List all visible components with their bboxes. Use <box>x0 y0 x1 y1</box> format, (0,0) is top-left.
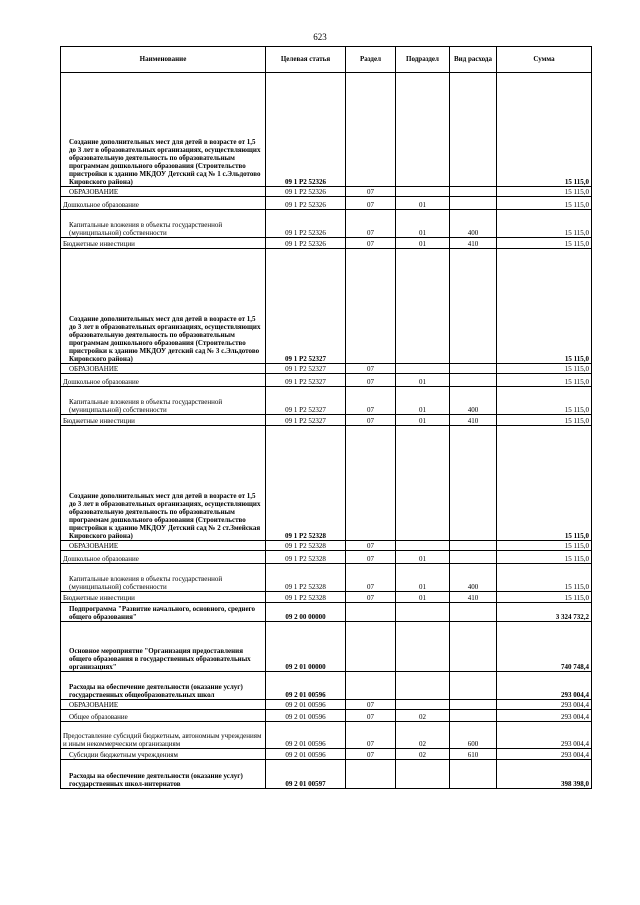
row-target-code-cell: 09 2 01 00596 <box>266 722 346 749</box>
row-expense-type-cell <box>450 374 497 387</box>
row-expense-type-cell: 400 <box>450 210 497 238</box>
row-sum-cell: 15 115,0 <box>497 374 592 387</box>
row-target-code-cell: 09 2 01 00596 <box>266 710 346 722</box>
header-sum: Сумма <box>497 47 592 73</box>
row-expense-type-cell: 410 <box>450 592 497 603</box>
row-sum-cell: 293 004,4 <box>497 672 592 700</box>
row-name-cell: Дошкольное образование <box>61 551 266 564</box>
row-sum-cell: 15 115,0 <box>497 415 592 426</box>
row-target-code-cell: 09 1 P2 52328 <box>266 541 346 551</box>
table-row <box>61 622 592 672</box>
header-expense-type: Вид расхода <box>450 47 497 73</box>
row-section-cell: 07 <box>346 187 396 197</box>
row-target-code-cell: 09 1 P2 52328 <box>266 426 346 541</box>
row-expense-type-cell <box>450 760 497 789</box>
row-target-code-cell: 09 2 01 00596 <box>266 749 346 760</box>
row-section-cell <box>346 760 396 789</box>
row-sum-cell: 293 004,4 <box>497 710 592 722</box>
row-name-cell: Капитальные вложения в объекты государственной (муниципальной) собственности <box>61 564 266 592</box>
row-name-cell: Основное мероприятие "Организация предоставления общего образования в государственных образовательных организациях" <box>61 622 266 672</box>
row-target-code-cell: 09 1 P2 52327 <box>266 249 346 364</box>
row-sum-cell: 15 115,0 <box>497 364 592 374</box>
row-sum-cell: 15 115,0 <box>497 197 592 210</box>
table-row <box>61 364 592 374</box>
row-subsection-cell <box>396 187 450 197</box>
table-row <box>61 187 592 197</box>
header-subsection: Подраздел <box>396 47 450 73</box>
row-section-cell <box>346 249 396 364</box>
row-expense-type-cell: 400 <box>450 564 497 592</box>
row-section-cell: 07 <box>346 592 396 603</box>
row-sum-cell: 15 115,0 <box>497 238 592 249</box>
row-subsection-cell: 01 <box>396 551 450 564</box>
row-section-cell: 07 <box>346 374 396 387</box>
row-name-cell: Создание дополнительных мест для детей в возрасте от 1,5 до 3 лет в образовательных организациях, осуществляющих образовательную деятельность по образовательным программам дошкольного образования (Строительство пристройки к зданию МКДОУ детский сад № 3 с.Эльдотово Кировского района) <box>61 249 266 364</box>
row-name-cell: Предоставление субсидий бюджетным, автономным учреждениям и иным некоммерческим организациям <box>61 722 266 749</box>
row-sum-cell: 15 115,0 <box>497 426 592 541</box>
row-sum-cell: 293 004,4 <box>497 749 592 760</box>
row-section-cell <box>346 672 396 700</box>
row-sum-cell: 15 115,0 <box>497 541 592 551</box>
row-sum-cell: 15 115,0 <box>497 551 592 564</box>
row-section-cell <box>346 603 396 622</box>
row-expense-type-cell <box>450 551 497 564</box>
row-section-cell <box>346 73 396 187</box>
row-name-cell: Бюджетные инвестиции <box>61 415 266 426</box>
row-section-cell: 07 <box>346 415 396 426</box>
row-target-code-cell: 09 1 P2 52328 <box>266 551 346 564</box>
row-target-code-cell: 09 1 P2 52326 <box>266 187 346 197</box>
row-sum-cell: 398 398,0 <box>497 760 592 789</box>
row-section-cell <box>346 426 396 541</box>
row-subsection-cell: 02 <box>396 722 450 749</box>
row-subsection-cell <box>396 760 450 789</box>
row-name-cell: Субсидии бюджетным учреждениям <box>61 749 266 760</box>
row-subsection-cell: 01 <box>396 387 450 415</box>
row-name-cell: Создание дополнительных мест для детей в возрасте от 1,5 до 3 лет в образовательных организациях, осуществляющих образовательную деятельность по образовательным программам дошкольного образования (Строительство пристройки к зданию МКДОУ Детский сад № 2 ст.Змейская Кировского района) <box>61 426 266 541</box>
row-target-code-cell: 09 1 P2 52327 <box>266 415 346 426</box>
table-row <box>61 592 592 603</box>
row-target-code-cell: 09 2 00 00000 <box>266 603 346 622</box>
row-subsection-cell <box>396 426 450 541</box>
row-subsection-cell <box>396 672 450 700</box>
row-expense-type-cell <box>450 426 497 541</box>
table-header <box>61 47 592 73</box>
row-section-cell: 07 <box>346 197 396 210</box>
row-name-cell: ОБРАЗОВАНИЕ <box>61 187 266 197</box>
table-row <box>61 374 592 387</box>
row-name-cell: Создание дополнительных мест для детей в возрасте от 1,5 до 3 лет в образовательных организациях, осуществляющих образовательную деятельность по образовательным программам дошкольного образования (Строительство пристройки к зданию МКДОУ Детский сад № 1 с.Эльдотово Кировского района) <box>61 73 266 187</box>
row-target-code-cell: 09 1 P2 52327 <box>266 364 346 374</box>
row-expense-type-cell <box>450 197 497 210</box>
row-expense-type-cell <box>450 710 497 722</box>
row-sum-cell: 15 115,0 <box>497 187 592 197</box>
table-row <box>61 760 592 789</box>
row-target-code-cell: 09 1 P2 52327 <box>266 387 346 415</box>
row-sum-cell: 15 115,0 <box>497 210 592 238</box>
row-target-code-cell: 09 1 P2 52326 <box>266 210 346 238</box>
row-expense-type-cell: 600 <box>450 722 497 749</box>
row-target-code-cell: 09 2 01 00597 <box>266 760 346 789</box>
row-expense-type-cell <box>450 622 497 672</box>
row-name-cell: Подпрограмма "Развитие начального, основного, среднего общего образования" <box>61 603 266 622</box>
row-target-code-cell: 09 1 P2 52327 <box>266 374 346 387</box>
row-sum-cell: 3 324 732,2 <box>497 603 592 622</box>
table-row <box>61 700 592 710</box>
row-target-code-cell: 09 1 P2 52326 <box>266 73 346 187</box>
row-target-code-cell: 09 1 P2 52328 <box>266 564 346 592</box>
table-row <box>61 249 592 364</box>
row-section-cell: 07 <box>346 551 396 564</box>
row-name-cell: ОБРАЗОВАНИЕ <box>61 541 266 551</box>
row-subsection-cell <box>396 73 450 187</box>
table-row <box>61 238 592 249</box>
table-row <box>61 722 592 749</box>
row-name-cell: Дошкольное образование <box>61 197 266 210</box>
row-section-cell: 07 <box>346 238 396 249</box>
row-name-cell: ОБРАЗОВАНИЕ <box>61 700 266 710</box>
row-name-cell: ОБРАЗОВАНИЕ <box>61 364 266 374</box>
table-row <box>61 197 592 210</box>
table-row <box>61 73 592 187</box>
row-subsection-cell: 02 <box>396 749 450 760</box>
row-subsection-cell: 02 <box>396 710 450 722</box>
table-body <box>61 73 592 789</box>
row-subsection-cell <box>396 622 450 672</box>
row-section-cell <box>346 622 396 672</box>
table-row <box>61 387 592 415</box>
row-sum-cell: 15 115,0 <box>497 73 592 187</box>
header-section: Раздел <box>346 47 396 73</box>
row-target-code-cell: 09 1 P2 52326 <box>266 197 346 210</box>
table-row <box>61 415 592 426</box>
row-name-cell: Бюджетные инвестиции <box>61 238 266 249</box>
row-name-cell: Дошкольное образование <box>61 374 266 387</box>
row-section-cell: 07 <box>346 749 396 760</box>
row-target-code-cell: 09 2 01 00596 <box>266 672 346 700</box>
row-subsection-cell <box>396 364 450 374</box>
row-name-cell: Расходы на обеспечение деятельности (оказание услуг) государственных школ-интернатов <box>61 760 266 789</box>
header-target-code: Целевая статья <box>266 47 346 73</box>
row-target-code-cell: 09 2 01 00000 <box>266 622 346 672</box>
row-sum-cell: 15 115,0 <box>497 249 592 364</box>
row-section-cell: 07 <box>346 700 396 710</box>
row-target-code-cell: 09 1 P2 52326 <box>266 238 346 249</box>
row-section-cell: 07 <box>346 210 396 238</box>
row-expense-type-cell <box>450 603 497 622</box>
row-subsection-cell <box>396 603 450 622</box>
row-subsection-cell <box>396 700 450 710</box>
row-subsection-cell <box>396 541 450 551</box>
row-expense-type-cell <box>450 672 497 700</box>
table-row <box>61 710 592 722</box>
row-expense-type-cell <box>450 249 497 364</box>
row-sum-cell: 740 748,4 <box>497 622 592 672</box>
table-row <box>61 426 592 541</box>
table-row <box>61 564 592 592</box>
row-expense-type-cell <box>450 73 497 187</box>
row-sum-cell: 293 004,4 <box>497 722 592 749</box>
row-name-cell: Бюджетные инвестиции <box>61 592 266 603</box>
row-section-cell: 07 <box>346 387 396 415</box>
row-section-cell: 07 <box>346 710 396 722</box>
row-sum-cell: 15 115,0 <box>497 592 592 603</box>
row-section-cell: 07 <box>346 364 396 374</box>
header-name: Наименование <box>61 47 266 73</box>
row-target-code-cell: 09 2 01 00596 <box>266 700 346 710</box>
row-subsection-cell: 01 <box>396 197 450 210</box>
row-target-code-cell: 09 1 P2 52328 <box>266 592 346 603</box>
budget-table <box>60 46 592 789</box>
row-expense-type-cell <box>450 541 497 551</box>
table-row <box>61 551 592 564</box>
row-expense-type-cell <box>450 187 497 197</box>
row-expense-type-cell: 610 <box>450 749 497 760</box>
row-name-cell: Капитальные вложения в объекты государственной (муниципальной) собственности <box>61 387 266 415</box>
row-sum-cell: 15 115,0 <box>497 564 592 592</box>
row-subsection-cell: 01 <box>396 238 450 249</box>
row-expense-type-cell <box>450 364 497 374</box>
row-expense-type-cell: 410 <box>450 415 497 426</box>
row-subsection-cell: 01 <box>396 415 450 426</box>
row-section-cell: 07 <box>346 564 396 592</box>
row-sum-cell: 293 004,4 <box>497 700 592 710</box>
row-expense-type-cell: 400 <box>450 387 497 415</box>
row-subsection-cell: 01 <box>396 374 450 387</box>
table-row <box>61 603 592 622</box>
row-subsection-cell: 01 <box>396 210 450 238</box>
row-section-cell: 07 <box>346 722 396 749</box>
row-sum-cell: 15 115,0 <box>497 387 592 415</box>
row-expense-type-cell <box>450 700 497 710</box>
row-expense-type-cell: 410 <box>450 238 497 249</box>
table-row <box>61 541 592 551</box>
table-row <box>61 749 592 760</box>
row-name-cell: Расходы на обеспечение деятельности (оказание услуг) государственных общеобразовательных школ <box>61 672 266 700</box>
row-section-cell: 07 <box>346 541 396 551</box>
row-name-cell: Капитальные вложения в объекты государственной (муниципальной) собственности <box>61 210 266 238</box>
table-row <box>61 210 592 238</box>
page-number: 623 <box>313 32 327 42</box>
row-subsection-cell <box>396 249 450 364</box>
row-name-cell: Общее образование <box>61 710 266 722</box>
table-row <box>61 672 592 700</box>
row-subsection-cell: 01 <box>396 592 450 603</box>
row-subsection-cell: 01 <box>396 564 450 592</box>
